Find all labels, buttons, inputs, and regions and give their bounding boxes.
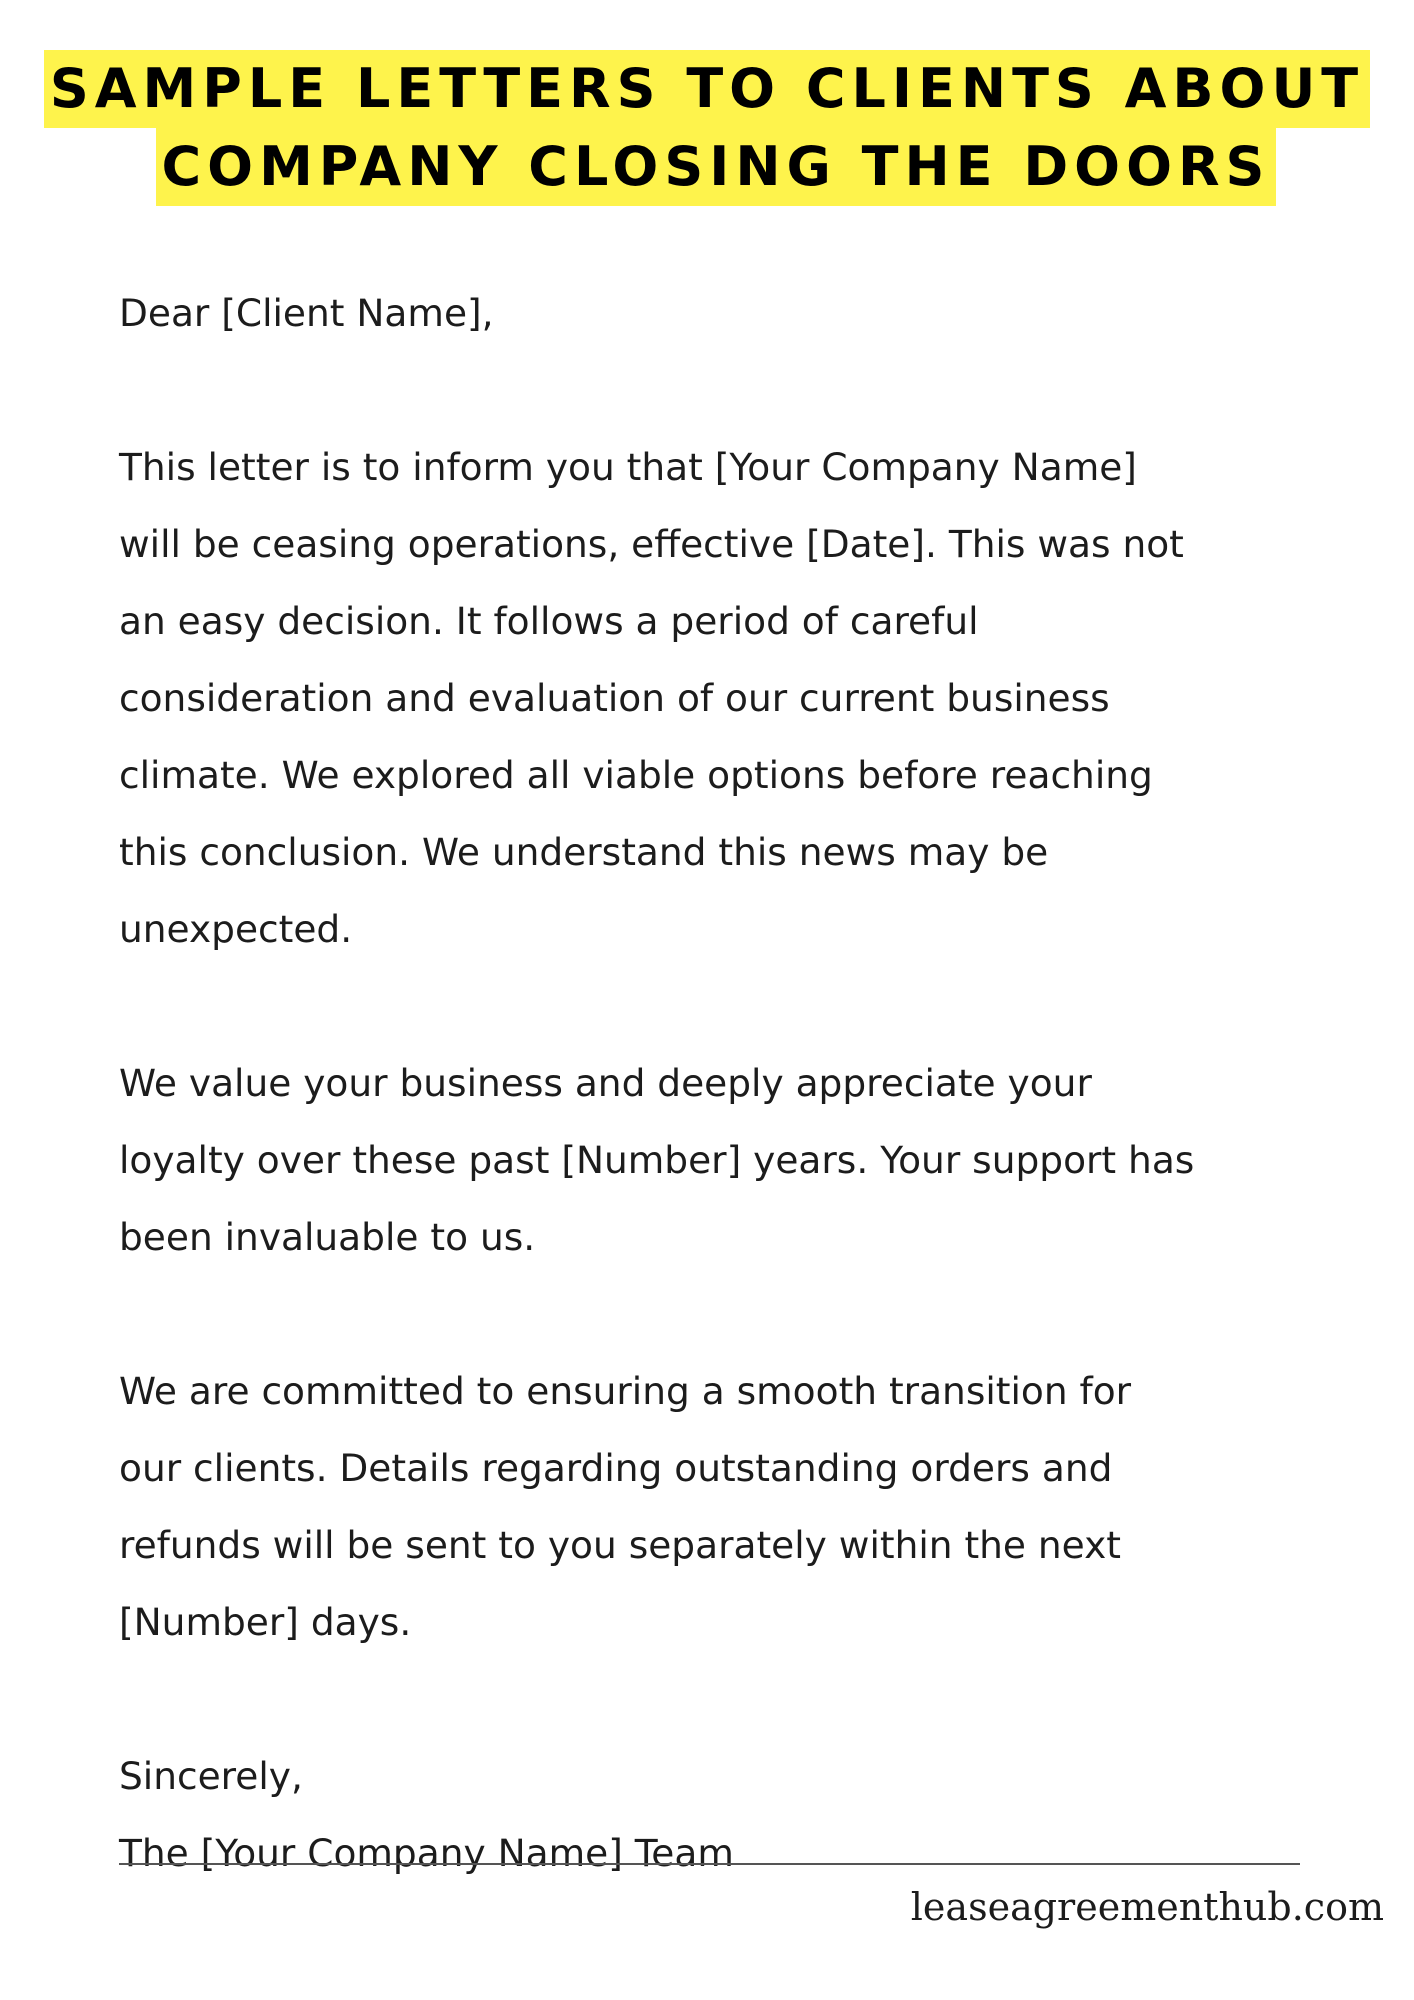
paragraph-3 xyxy=(119,1353,1349,1661)
page-title xyxy=(0,50,1414,206)
paragraph-1-text: This letter is to inform you that [Your Company Name] will be ceasing operations, effective [Date]. This was not an easy decision. It follows a period of careful consideration and evaluation of our current business climate. We explored all viable options before reaching this conclusion. We understand this news may be unexpected. xyxy=(119,445,1184,951)
title-row-1 xyxy=(0,50,1414,128)
footer-brand: leaseagreementhub.com xyxy=(910,1885,1384,1929)
title-line-1: SAMPLE LETTERS TO CLIENTS ABOUT xyxy=(44,50,1370,128)
signature: The [Your Company Name] Team xyxy=(119,1831,734,1875)
closing-block xyxy=(119,1738,1349,1892)
paragraph-3-text: We are committed to ensuring a smooth transition for our clients. Details regarding outstanding orders and refunds will be sent to you separately within the next [Number] days. xyxy=(119,1369,1132,1644)
signature-rule xyxy=(119,1863,1300,1865)
salutation: Dear [Client Name], xyxy=(119,291,494,335)
paragraph-2 xyxy=(119,1045,1349,1276)
paragraph-gap xyxy=(119,1661,1349,1738)
paragraph-gap xyxy=(119,968,1349,1045)
paragraph-gap xyxy=(119,352,1349,429)
closing: Sincerely, xyxy=(119,1754,303,1798)
letter-body xyxy=(119,275,1349,1892)
title-line-2: COMPANY CLOSING THE DOORS xyxy=(156,128,1277,206)
paragraph-1 xyxy=(119,429,1349,968)
paragraph-2-text: We value your business and deeply appreciate your loyalty over these past [Number] years. Your support has been invaluable to us. xyxy=(119,1061,1195,1259)
title-row-2 xyxy=(18,128,1414,206)
paragraph-gap xyxy=(119,1276,1349,1353)
